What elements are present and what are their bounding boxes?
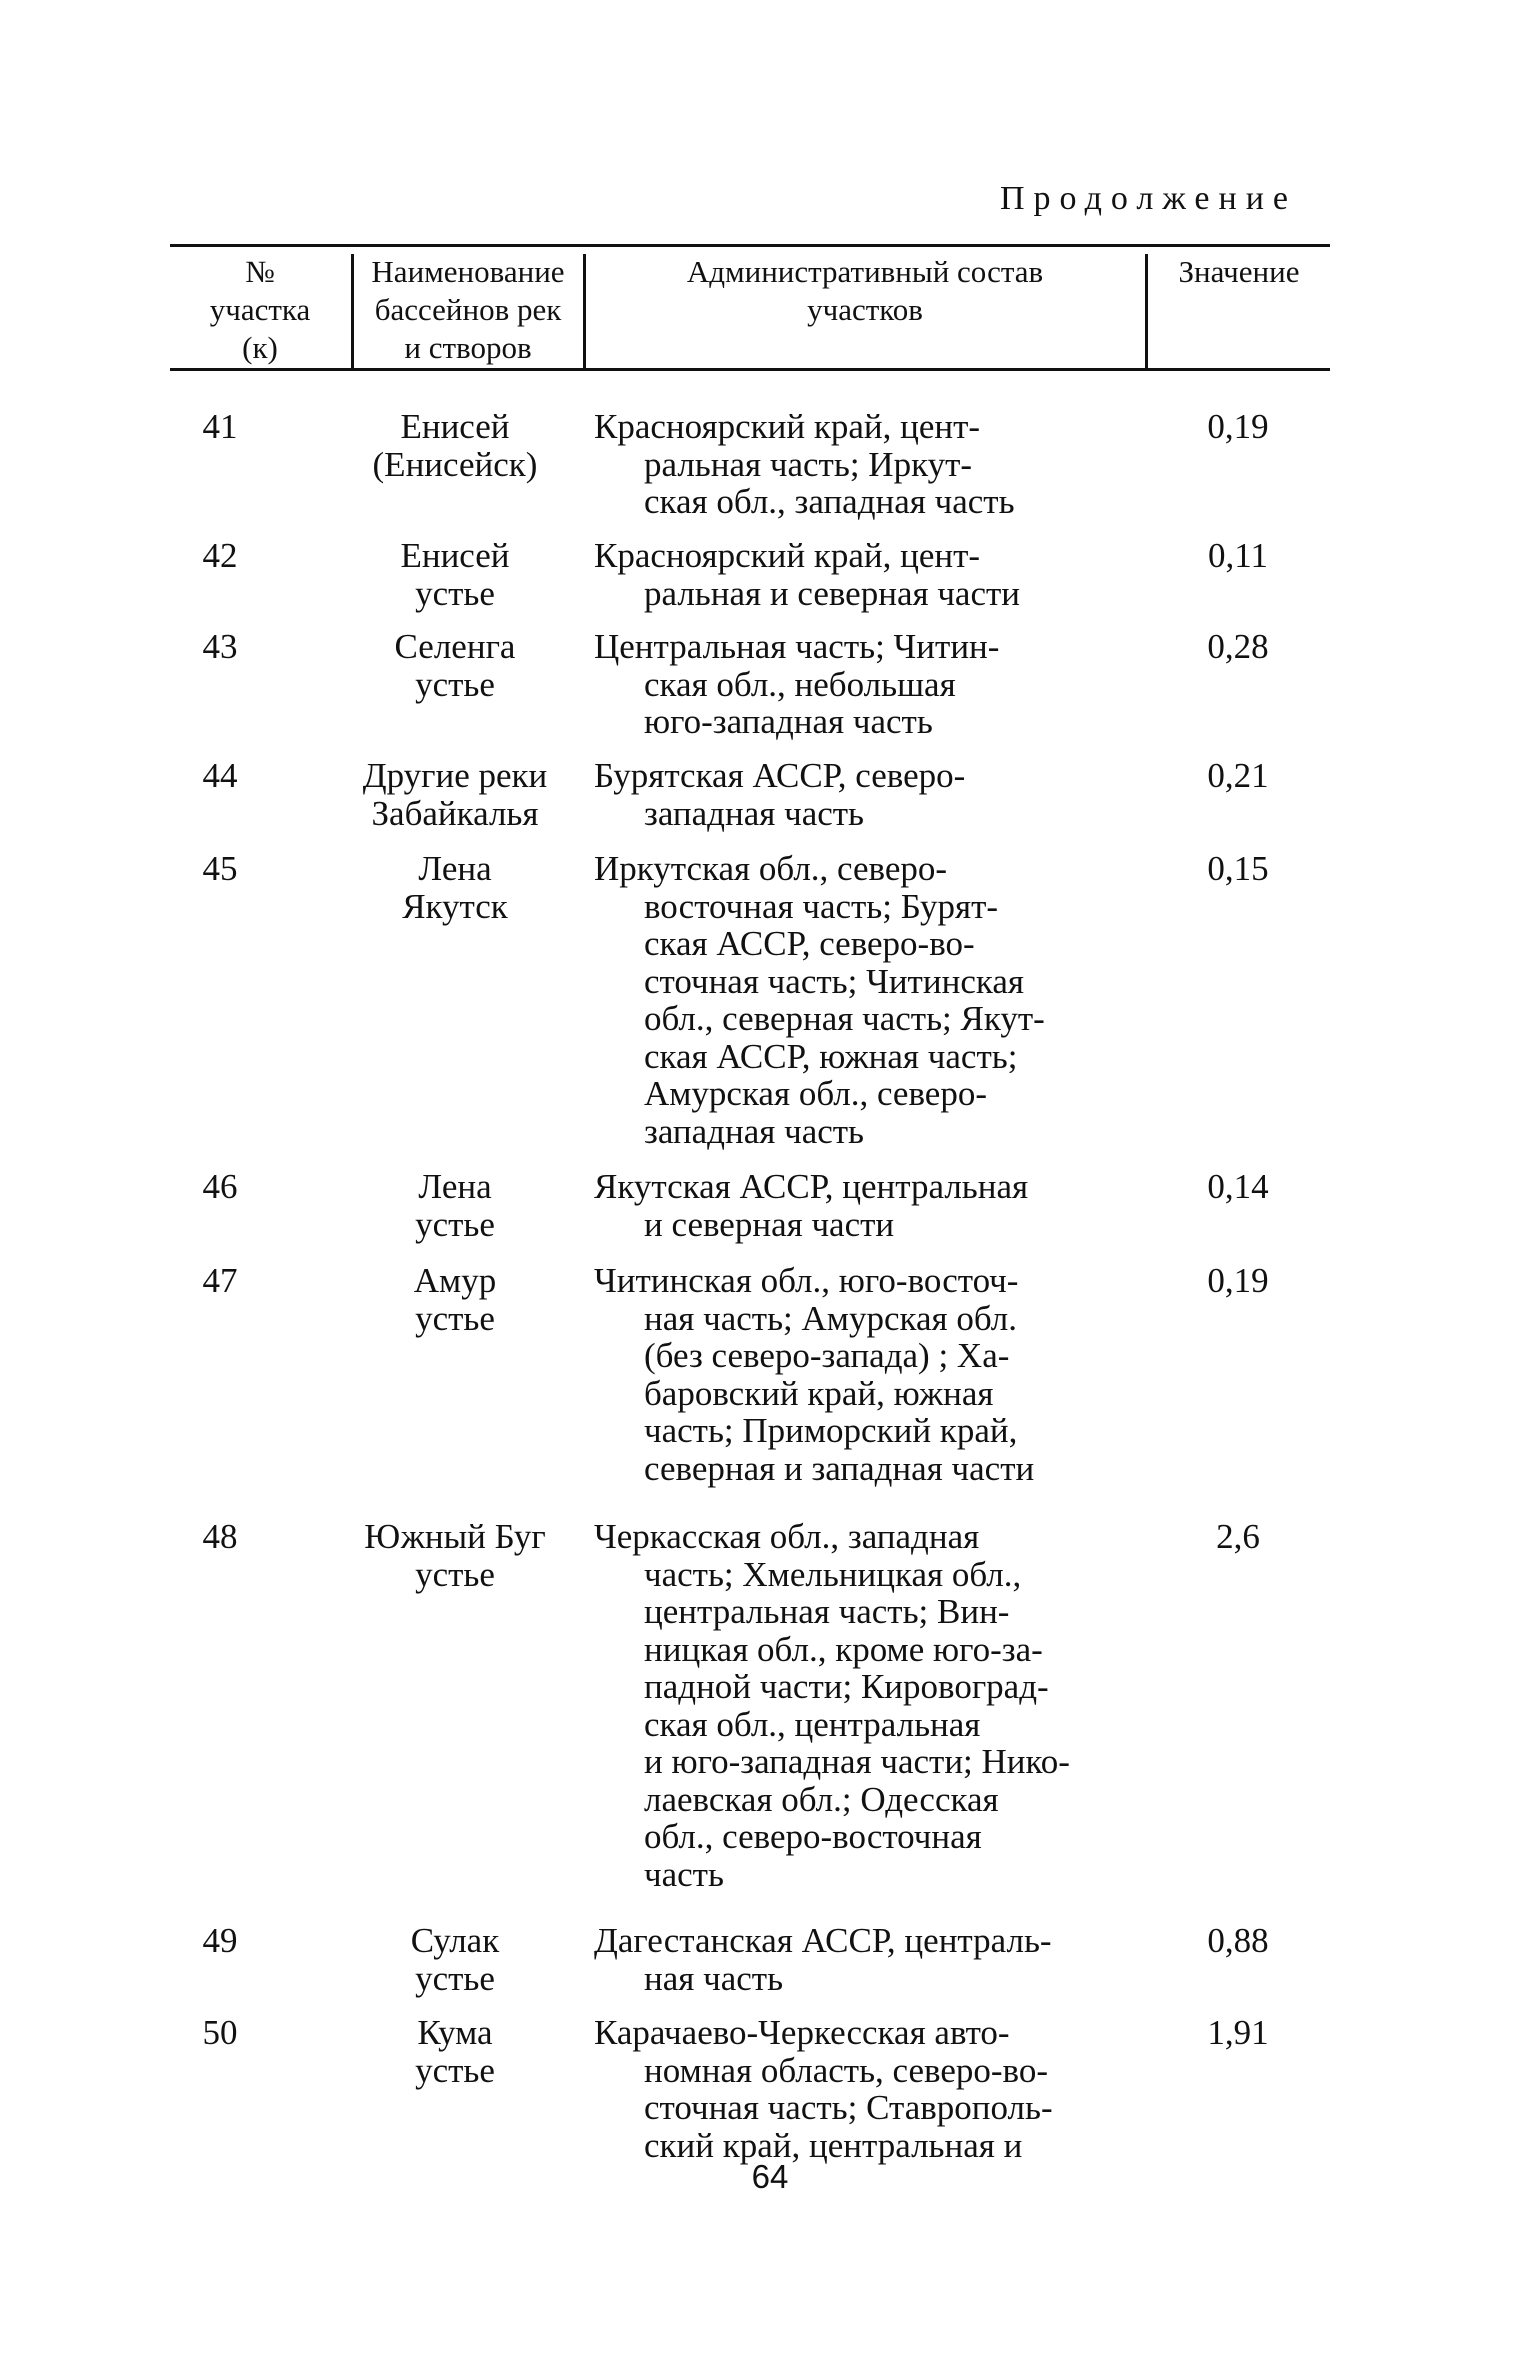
admin-composition: Дагестанская АССР, централь- ная часть <box>594 1921 1052 1998</box>
basin-name: Другие реки Забайкалья <box>362 756 548 833</box>
header-plot-number: № участка (к) <box>209 254 311 365</box>
plot-number: 43 <box>202 627 238 666</box>
value: 1,91 <box>1207 2013 1269 2052</box>
basin-name: Лена устье <box>415 1167 495 1244</box>
admin-composition: Бурятская АССР, северо- западная часть <box>594 756 966 833</box>
plot-number: 42 <box>202 536 238 575</box>
table-top-rule <box>170 244 1330 247</box>
basin-name: Южный Буг устье <box>364 1517 546 1594</box>
admin-composition: Читинская обл., юго-восточ- ная часть; Амурская обл. (без северо-запада) ; Ха- баровский край, южная часть; Приморский край, северная и западная части <box>594 1261 1035 1488</box>
page-number: 64 <box>751 2158 789 2195</box>
basin-name: Енисей (Енисейск) <box>372 407 538 484</box>
plot-number: 48 <box>202 1517 238 1556</box>
value: 0,11 <box>1208 536 1268 575</box>
plot-number: 44 <box>202 756 238 795</box>
basin-name: Сулак устье <box>410 1921 500 1998</box>
value: 0,28 <box>1207 627 1269 666</box>
plot-number: 47 <box>202 1261 238 1300</box>
value: 0,88 <box>1207 1921 1269 1960</box>
value: 0,19 <box>1207 407 1269 446</box>
basin-name: Селенга устье <box>394 627 516 704</box>
value: 0,19 <box>1207 1261 1269 1300</box>
basin-name: Лена Якутск <box>402 849 508 926</box>
header-divider-1 <box>351 254 354 368</box>
plot-number: 50 <box>202 2013 238 2052</box>
admin-composition: Красноярский край, цент- ральная и северная части <box>594 536 1021 613</box>
basin-name: Амур устье <box>413 1261 497 1338</box>
header-admin-composition: Административный состав участков <box>686 254 1044 327</box>
plot-number: 49 <box>202 1921 238 1960</box>
plot-number: 46 <box>202 1167 238 1206</box>
value: 0,21 <box>1207 756 1269 795</box>
header-value: Значение <box>1178 254 1300 289</box>
header-divider-2 <box>583 254 586 368</box>
continuation-label: Продолжение <box>1000 180 1298 217</box>
value: 0,15 <box>1207 849 1269 888</box>
admin-composition: Якутская АССР, центральная и северная части <box>594 1167 1029 1244</box>
admin-composition: Карачаево-Черкесская авто- номная область, северо-во- сточная часть; Ставрополь- ский край, центральная и <box>594 2013 1053 2165</box>
value: 0,14 <box>1207 1167 1269 1206</box>
value: 2,6 <box>1216 1517 1260 1556</box>
basin-name: Енисей устье <box>400 536 510 613</box>
admin-composition: Черкасская обл., западная часть; Хмельницкая обл., центральная часть; Вин- ницкая обл., кроме юго-за- падной части; Кировоград- ская обл., центральная и юго-западная части; Нико- лаевская обл.; Одесская обл., северо-восточная часть <box>594 1517 1070 1894</box>
header-basin-name: Наименование бассейнов рек и створов <box>371 254 565 365</box>
header-bottom-rule <box>170 368 1330 371</box>
admin-composition: Иркутская обл., северо- восточная часть; Бурят- ская АССР, северо-во- сточная часть; Читинская обл., северная часть; Якут- ская АССР, южная часть; Амурская обл., северо- западная часть <box>594 849 1045 1151</box>
header-divider-3 <box>1145 254 1148 368</box>
plot-number: 41 <box>202 407 238 446</box>
admin-composition: Красноярский край, цент- ральная часть; Иркут- ская обл., западная часть <box>594 407 1015 521</box>
plot-number: 45 <box>202 849 238 888</box>
admin-composition: Центральная часть; Читин- ская обл., небольшая юго-западная часть <box>594 627 1000 741</box>
basin-name: Кума устье <box>415 2013 495 2090</box>
